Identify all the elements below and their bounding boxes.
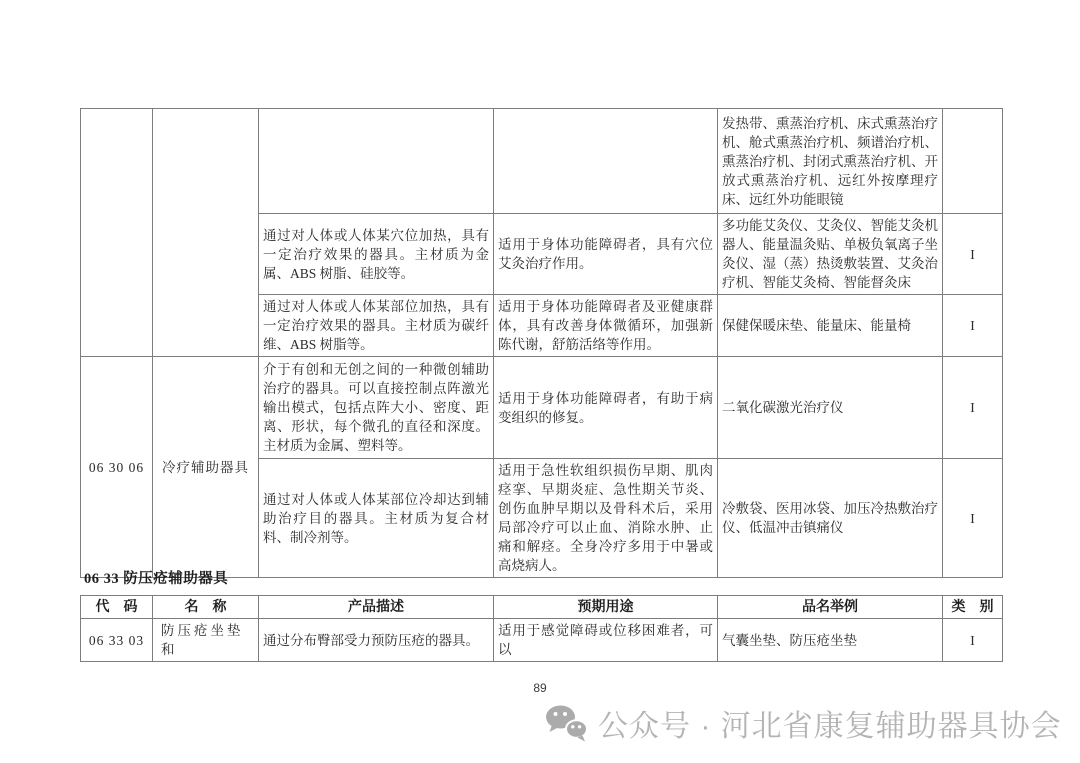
wechat-icon — [544, 703, 589, 743]
cell-category: I — [943, 357, 1003, 459]
column-header-purpose: 预期用途 — [494, 596, 718, 619]
cell-category: I — [943, 619, 1003, 662]
watermark-text: 公众号 · 河北省康复辅助器具协会 — [598, 710, 1062, 743]
cell-name — [153, 109, 259, 357]
cell-description: 介于有创和无创之间的一种微创辅助治疗的器具。可以直接控制点阵激光输出模式，包括点阵大小、密度、距离、形状，每个微孔的直径和深度。主材质为金属、塑料等。 — [259, 357, 494, 459]
cell-purpose: 适用于感觉障碍或位移困难者，可以 — [494, 619, 718, 662]
table-row — [81, 109, 1003, 214]
table-header-row — [81, 596, 1003, 619]
cell-category — [943, 109, 1003, 214]
pressure-sore-table — [80, 595, 1003, 662]
cell-category: I — [943, 459, 1003, 578]
cell-examples: 保健保暖床垫、能量床、能量椅 — [718, 295, 943, 357]
cell-category: I — [943, 214, 1003, 295]
cell-examples: 二氧化碳激光治疗仪 — [718, 357, 943, 459]
cell-examples: 冷敷袋、医用冰袋、加压冷热敷治疗仪、低温冲击镇痛仪 — [718, 459, 943, 578]
cell-code: 06 33 03 — [81, 619, 153, 662]
table-row — [81, 357, 1003, 459]
cell-code — [81, 109, 153, 357]
section-title: 06 33 防压疮辅助器具 — [84, 571, 229, 587]
cell-name: 防压疮坐垫和 — [153, 619, 259, 662]
cell-code: 06 30 06 — [81, 357, 153, 578]
cell-purpose: 适用于身体功能障碍者，有助于病变组织的修复。 — [494, 357, 718, 459]
cell-description: 通过对人体或人体某部位冷却达到辅助治疗目的器具。主材质为复合材料、制冷剂等。 — [259, 459, 494, 578]
cell-description: 通过对人体或人体某部位加热，具有一定治疗效果的器具。主材质为碳纤维、ABS 树脂等。 — [259, 295, 494, 357]
cell-description: 通过对人体或人体某穴位加热，具有一定治疗效果的器具。主材质为金属、ABS 树脂、硅胶等。 — [259, 214, 494, 295]
page-number: 89 — [533, 681, 547, 695]
column-header-code: 代 码 — [81, 596, 153, 619]
cell-purpose: 适用于急性软组织损伤早期、肌肉痉挛、早期炎症、急性期关节炎、创伤血肿早期以及骨科术后，采用局部冷疗可以止血、消除水肿、止痛和解痉。全身冷疗多用于中暑或高烧病人。 — [494, 459, 718, 578]
cell-category: I — [943, 295, 1003, 357]
cell-purpose — [494, 109, 718, 214]
assistive-device-table — [80, 108, 1003, 578]
cell-description: 通过分布臀部受力预防压疮的器具。 — [259, 619, 494, 662]
cell-purpose: 适用于身体功能障碍者及亚健康群体，具有改善身体微循环，加强新陈代谢，舒筋活络等作用。 — [494, 295, 718, 357]
cell-purpose: 适用于身体功能障碍者，具有穴位艾灸治疗作用。 — [494, 214, 718, 295]
watermark — [544, 700, 1062, 746]
cell-examples: 气囊坐垫、防压疮坐垫 — [718, 619, 943, 662]
column-header-examples: 品名举例 — [718, 596, 943, 619]
cell-examples: 多功能艾灸仪、艾灸仪、智能艾灸机器人、能量温灸贴、单极负氧离子坐灸仪、湿（蒸）热烫敷装置、艾灸治疗机、智能艾灸椅、智能督灸床 — [718, 214, 943, 295]
table-row — [81, 619, 1003, 662]
cell-examples: 发热带、熏蒸治疗机、床式熏蒸治疗机、舱式熏蒸治疗机、频谱治疗机、熏蒸治疗机、封闭式熏蒸治疗机、开放式熏蒸治疗机、远红外按摩理疗床、远红外功能眼镜 — [718, 109, 943, 214]
cell-name: 冷疗辅助器具 — [153, 357, 259, 578]
column-header-category: 类 别 — [943, 596, 1003, 619]
column-header-description: 产品描述 — [259, 596, 494, 619]
column-header-name: 名 称 — [153, 596, 259, 619]
cell-description — [259, 109, 494, 214]
